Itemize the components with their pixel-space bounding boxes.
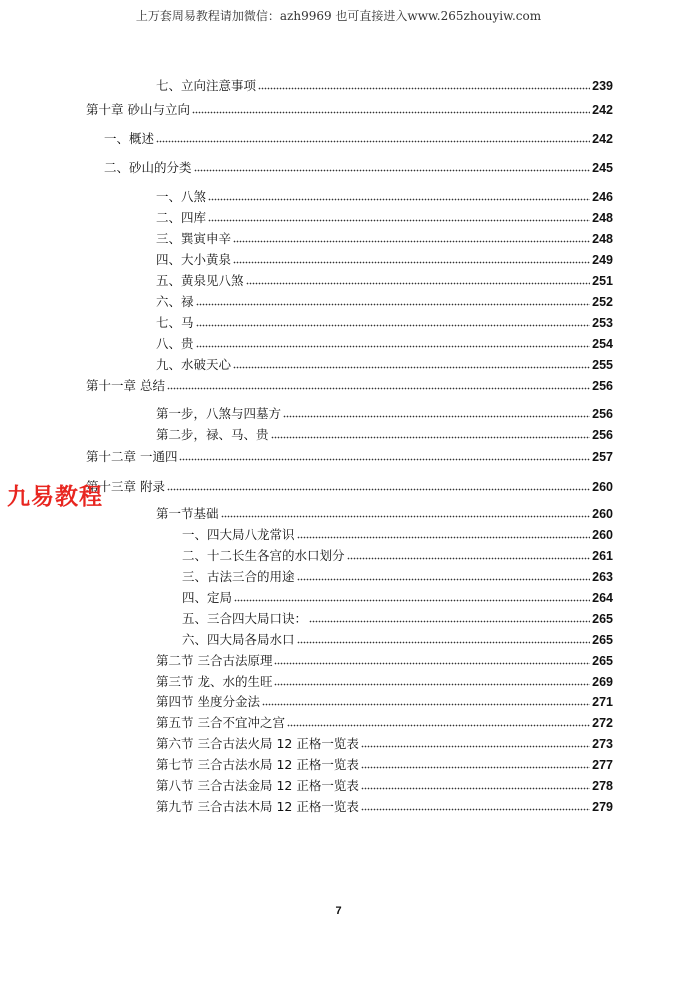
toc-entry-title: 七、马 <box>156 315 194 330</box>
toc-entry-page: 256 <box>592 379 613 393</box>
dot-leader <box>287 724 590 727</box>
watermark-logo: 九易教程 <box>7 484 103 510</box>
toc-entry[interactable] <box>156 504 613 522</box>
toc-entry-page: 265 <box>592 654 613 668</box>
toc-entry-title: 第一节基础 <box>156 506 219 521</box>
toc-entry-page: 248 <box>592 211 613 225</box>
toc-entry-page: 249 <box>592 253 613 267</box>
toc-entry-title: 第一步，八煞与四墓方 <box>156 406 282 421</box>
dot-leader <box>179 458 590 461</box>
toc-entry[interactable] <box>86 100 613 118</box>
toc-entry[interactable] <box>156 208 613 226</box>
toc-entry[interactable] <box>86 477 613 495</box>
dot-leader <box>309 620 590 623</box>
toc-entry-title: 二、四库 <box>156 210 207 225</box>
toc-entry-page: 272 <box>592 716 613 730</box>
toc-entry-page: 252 <box>592 295 613 309</box>
toc-entry[interactable] <box>156 334 613 352</box>
toc-entry[interactable] <box>156 355 613 373</box>
toc-entry[interactable] <box>156 797 613 815</box>
dot-leader <box>234 599 590 602</box>
toc-entry-page: 271 <box>592 695 613 709</box>
dot-leader <box>167 488 590 491</box>
toc-entry-page: 260 <box>592 480 613 494</box>
dot-leader <box>192 111 590 114</box>
toc-entry-page: 273 <box>592 737 613 751</box>
toc-entry-page: 277 <box>592 758 613 772</box>
toc-entry-title: 第九节 三合古法木局 12 正格一览表 <box>156 799 359 814</box>
toc-entry-title: 第七节 三合古法水局 12 正格一览表 <box>156 757 359 772</box>
toc-entry[interactable] <box>182 546 613 564</box>
toc-entry-page: 264 <box>592 591 613 605</box>
toc-entry-title: 四、定局 <box>182 590 233 605</box>
dot-leader <box>271 436 591 439</box>
toc-entry-page: 265 <box>592 633 613 647</box>
toc-entry[interactable] <box>182 588 613 606</box>
toc-entry-title: 第十二章 一通四 <box>86 449 178 464</box>
toc-entry[interactable] <box>156 76 613 94</box>
page-number: 7 <box>335 905 342 917</box>
toc-entry-page: 256 <box>592 407 613 421</box>
toc-entry-page: 248 <box>592 232 613 246</box>
toc-entry[interactable] <box>156 292 613 310</box>
dot-leader <box>361 745 590 748</box>
toc-entry-title: 第三节 龙、水的生旺 <box>156 674 273 689</box>
toc-entry-title: 二、十二长生各宫的水口划分 <box>182 548 345 563</box>
toc-entry[interactable] <box>156 187 613 205</box>
dot-leader <box>297 578 591 581</box>
toc-entry-page: 263 <box>592 570 613 584</box>
dot-leader <box>274 662 590 665</box>
toc-entry-page: 260 <box>592 528 613 542</box>
toc-entry-page: 261 <box>592 549 613 563</box>
toc-entry[interactable] <box>104 158 613 176</box>
toc-entry-page: 255 <box>592 358 613 372</box>
toc-entry-title: 一、四大局八龙常识 <box>182 527 295 542</box>
dot-leader <box>283 415 590 418</box>
dot-leader <box>196 324 591 327</box>
toc-entry-title: 六、禄 <box>156 294 194 309</box>
toc-entry-title: 第二节 三合古法原理 <box>156 653 273 668</box>
toc-entry-title: 第十一章 总结 <box>86 378 165 393</box>
toc-entry[interactable] <box>182 630 613 648</box>
toc-entry[interactable] <box>156 713 613 731</box>
toc-entry-page: 260 <box>592 507 613 521</box>
dot-leader <box>361 766 590 769</box>
dot-leader <box>221 515 591 518</box>
toc-entry-title: 八、贵 <box>156 336 194 351</box>
dot-leader <box>297 536 591 539</box>
toc-entry-page: 265 <box>592 612 613 626</box>
toc-entry-title: 三、古法三合的用途 <box>182 569 295 584</box>
toc-entry-title: 九、水破天心 <box>156 357 232 372</box>
toc-entry-title: 第六节 三合古法火局 12 正格一览表 <box>156 736 359 751</box>
dot-leader <box>196 345 591 348</box>
dot-leader <box>194 169 591 172</box>
toc-entry-title: 五、黄泉见八煞 <box>156 273 244 288</box>
toc-entry-page: 239 <box>592 79 613 93</box>
page-header: 上万套周易教程请加微信：azh9969 也可直接进入www.265zhouyiw.com <box>135 9 542 23</box>
toc-entry-title: 一、概述 <box>104 131 155 146</box>
toc-entry-title: 五、三合四大局口诀： <box>182 611 308 626</box>
dot-leader <box>361 808 590 811</box>
dot-leader <box>208 198 590 201</box>
dot-leader <box>297 641 591 644</box>
toc-entry-page: 242 <box>592 103 613 117</box>
toc-entry-page: 256 <box>592 428 613 442</box>
dot-leader <box>262 703 590 706</box>
toc-entry[interactable] <box>86 447 613 465</box>
dot-leader <box>361 787 590 790</box>
dot-leader <box>347 557 591 560</box>
toc-entry[interactable] <box>156 271 613 289</box>
toc-entry-page: 253 <box>592 316 613 330</box>
toc-entry-page: 246 <box>592 190 613 204</box>
toc-entry[interactable] <box>156 672 613 690</box>
dot-leader <box>233 240 590 243</box>
toc-entry[interactable] <box>156 734 613 752</box>
toc-entry[interactable] <box>156 776 613 794</box>
toc-entry-title: 第八节 三合古法金局 12 正格一览表 <box>156 778 359 793</box>
toc-entry-title: 一、八煞 <box>156 189 207 204</box>
toc-entry-title: 三、巽寅申辛 <box>156 231 232 246</box>
dot-leader <box>233 261 590 264</box>
toc-entry-title: 七、立向注意事项 <box>156 78 257 93</box>
toc-entry-page: 242 <box>592 132 613 146</box>
dot-leader <box>156 140 590 143</box>
toc-entry-title: 第四节 坐度分金法 <box>156 694 260 709</box>
toc-entry-page: 245 <box>592 161 613 175</box>
toc-entry-page: 254 <box>592 337 613 351</box>
toc-entry-page: 279 <box>592 800 613 814</box>
toc-entry[interactable] <box>182 609 613 627</box>
toc-entry[interactable] <box>156 755 613 773</box>
toc-entry[interactable] <box>156 692 613 710</box>
dot-leader <box>196 303 591 306</box>
toc-entry-title: 二、砂山的分类 <box>104 160 192 175</box>
toc-entry[interactable] <box>156 425 613 443</box>
dot-leader <box>167 387 590 390</box>
toc-entry[interactable] <box>156 250 613 268</box>
toc-entry[interactable] <box>182 567 613 585</box>
toc-entry-page: 269 <box>592 675 613 689</box>
toc-entry[interactable] <box>182 525 613 543</box>
toc-entry-page: 251 <box>592 274 613 288</box>
toc-entry-title: 第十章 砂山与立向 <box>86 102 190 117</box>
dot-leader <box>233 366 590 369</box>
dot-leader <box>258 87 590 90</box>
toc-entry-title: 四、大小黄泉 <box>156 252 232 267</box>
toc-entry-title: 第五节 三合不宜冲之宫 <box>156 715 285 730</box>
toc-entry[interactable] <box>156 229 613 247</box>
toc-entry-page: 257 <box>592 450 613 464</box>
toc-entry-title: 第十三章 附录 <box>86 479 165 494</box>
toc-entry[interactable] <box>86 376 613 394</box>
toc-entry-title: 六、四大局各局水口 <box>182 632 295 647</box>
dot-leader <box>274 683 590 686</box>
toc-entry[interactable] <box>156 313 613 331</box>
toc-entry[interactable] <box>104 129 613 147</box>
dot-leader <box>208 219 590 222</box>
toc-entry[interactable] <box>156 651 613 669</box>
dot-leader <box>246 282 591 285</box>
toc-entry-page: 278 <box>592 779 613 793</box>
toc-entry-title: 第二步，禄、马、贵 <box>156 427 269 442</box>
toc-entry[interactable] <box>156 404 613 422</box>
